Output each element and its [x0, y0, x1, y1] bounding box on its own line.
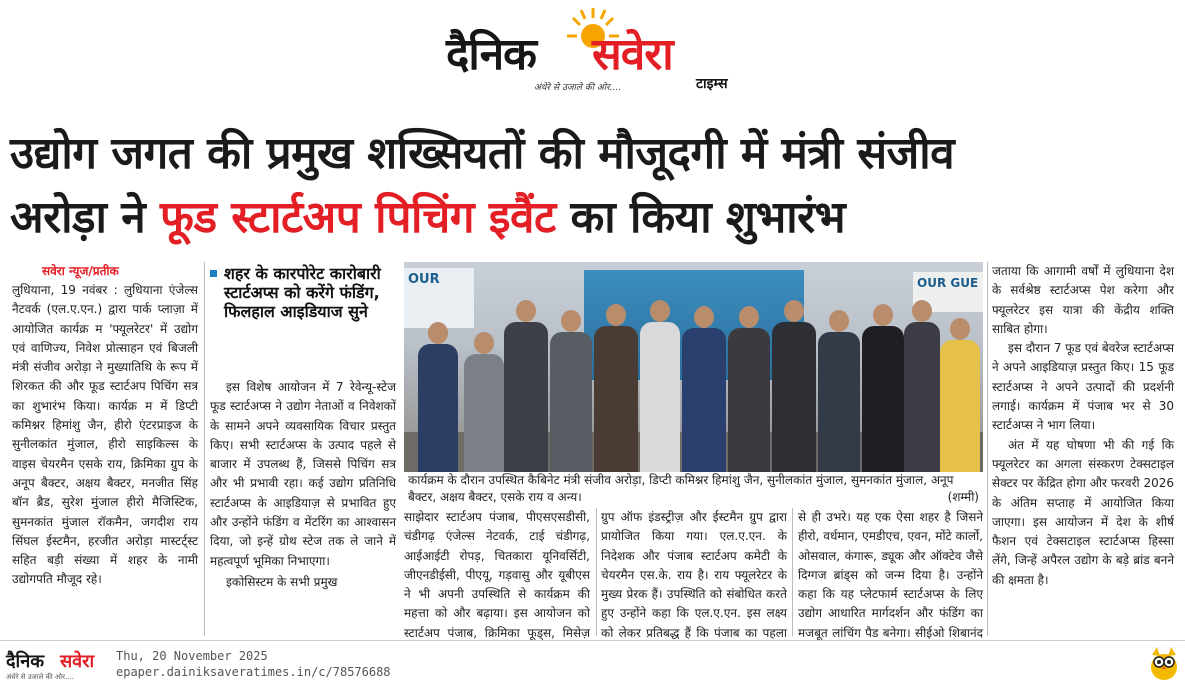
photo-banner-left: OUR: [404, 268, 474, 328]
column-6-text-a: जताया कि आगामी वर्षों में लुधियाना देश के सर्वश्रेष्ठ स्टार्टअप्स पेश करेगा और फ्यूलरेटर इस यात्रा की केंद्रीय शक्ति साबित होगा।: [992, 264, 1174, 336]
article-column-1: [12, 281, 198, 635]
column-divider: [596, 508, 597, 636]
masthead-word-dainik: दैनिक: [446, 29, 536, 80]
photo-person: [772, 322, 816, 472]
headline-line-2: [10, 188, 1175, 248]
photo-person: [862, 326, 904, 472]
headline-line-1: उद्योग जगत की प्रमुख शख्सियतों की मौजूदगी में मंत्री संजीव: [10, 128, 955, 179]
photo-credit: (शम्मी): [947, 490, 979, 504]
column-divider: [792, 508, 793, 636]
headline-part-2: का किया शुभारंभ: [555, 192, 846, 243]
epaper-footer: [0, 640, 1185, 686]
photo-person: [504, 322, 548, 472]
bullet-square-icon: [210, 270, 217, 277]
column-divider: [987, 262, 988, 636]
footer-logo-tagline: अंधेरे से उजाले की ओर....: [6, 673, 74, 681]
column-1-text: लुधियाना, 19 नवंबर : लुधियाना एंजेल्स नैटवर्क (एल.ए.एन.) द्वारा पार्क प्लाज़ा में आयोजित कार्यक्र म 'फ्यूलरेटर' में उद्योग एवं वाणिज्य, निवेश प्रोत्साहन एवं बिजली मंत्री संजीव अरोड़ा ने मुख्यातिथि के रूप में शिरकत की और फूड स्टार्टअप पिचिंग सत्र का शुभारंभ किया। कार्यक्र म में डिप्टी कमिश्नर हिमांशु जैन, हीरो एंटरप्राइज के सुनीलकांत मुंजाल, हीरो साइकिल्स के वाइस चेयरमैन एसके राय, क्रिमिका ग्रुप के अनूप बैक्टर, अक्षय बैक्टर, मनजीत सिंह बॉन ब्रैड, सुरेश मुंजाल हीरो मैजिस्टिक, सुमनकांत मुंजाल रॉकमैन, जगदीश राय सिंघल ईस्टमैन, हरजीत अरोड़ा मास्टर्ट्स्ट सहित बड़ी संख्या में शहर के नामी उद्योगपति मौजूद रहे।: [12, 283, 198, 587]
photo-person: [464, 354, 504, 472]
photo-person: [940, 340, 980, 472]
article-column-6: [992, 262, 1174, 636]
photo-caption: [404, 472, 983, 506]
column-divider: [204, 262, 205, 636]
column-2-text-b: इकोसिस्टम के सभी प्रमुख: [226, 574, 338, 589]
article-column-5: [798, 508, 983, 640]
photo-person: [550, 332, 592, 472]
byline: सवेरा न्यूज/प्रतीक: [42, 264, 119, 278]
column-5-text: से ही उभरे। यह एक ऐसा शहर है जिसने हीरो, वर्धमान, एमडीएच, एवन, मोंटे कार्लो, ओसवाल, कंगारू, ड्यूक और ऑक्टेव जैसे दिग्गज ब्रांड्स को जन्म दिया है। उन्होंने कहा कि यह प्लेटफार्म स्टार्टअप्स के लिए उद्योग आधारित मार्गदर्शन और फंडिंग का मजबूत लांचिंग पैड बनेगा। सीईओ शिबानंद: [798, 510, 983, 640]
event-photo: [404, 262, 983, 472]
owl-icon[interactable]: [1149, 645, 1179, 681]
caption-text: कार्यक्रम के दौरान उपस्थित कैबिनेट मंत्री संजीव अरोड़ा, डिप्टी कमिश्नर हिमांशु जैन, सुनीलकांत मुंजाल, सुमनकांत मुंजाल, अनूप बैक्टर, अक्षय बैक्टर, एसके राय व अन्य।: [408, 473, 954, 504]
photo-person: [418, 344, 458, 472]
article-column-3: [404, 508, 590, 640]
photo-person: [728, 328, 770, 472]
photo-person: [594, 326, 638, 472]
edition-date: Thu, 20 November 2025: [116, 649, 268, 663]
masthead-times: टाइम्स: [696, 76, 728, 92]
column-6-text-b: इस दौरान 7 फूड एवं बेवरेज स्टार्टअप्स ने अपने आइडियाज़ प्रस्तुत किए। 15 फूड स्टार्टअप्स ने अपने उत्पादों की प्रदर्शनी लगाई। कार्यक्रम में पंजाब भर से 30 स्टार्टअप्स ने भाग लिया।: [992, 341, 1174, 433]
article-column-2: [210, 378, 396, 636]
column-6-text-c: अंत में यह घोषणा भी की गई कि फ्यूलरेटर का अगला संस्करण टेक्सटाइल सेक्टर पर केंद्रित होगा और फरवरी 2026 के अंतिम सप्ताह में आयोजित किया जाएगा। इस आयोजन में देश के शीर्ष फैशन एवं टेक्सटाइल स्टार्टअप्स हिस्सा लेंगे, जिन्हें अपैरल उद्योग के बड़े ब्रांड बनने की क्षमता है।: [992, 437, 1174, 587]
headline-red-part: फूड स्टार्टअप पिचिंग इवैंट: [160, 192, 556, 243]
masthead-word-savera: सवेरा: [592, 29, 673, 80]
footer-logo[interactable]: [6, 647, 106, 683]
highlight-box: [210, 264, 396, 321]
headline-part-1: अरोड़ा ने: [10, 192, 161, 243]
column-3-text: साझेदार स्टार्टअप पंजाब, पीएसएसडीसी, चंडीगढ़ एंजेल्स नेटवर्क, टाई चंडीगढ़, आईआईटी रोपड़, चितकारा यूनिवर्सिटी, जीएनडीईसी, पीएयू, गड़वासु और यूबीएस ने भी अपनी उपस्थिति से कार्यक्रम की महत्ता को और बढ़ाया। इस आयोजन को स्टार्टअप पंजाब, क्रिमिका फूड्स, मिसेज़: [404, 510, 590, 640]
photo-person: [640, 322, 680, 472]
photo-person: [682, 328, 726, 472]
footer-logo-word-1: दैनिक: [6, 651, 45, 672]
footer-logo-word-2: सवेरा: [60, 651, 95, 672]
epaper-url-link[interactable]: epaper.dainiksaveratimes.in/c/78576688: [116, 665, 391, 679]
column-4-text: ग्रुप ऑफ इंडस्ट्रीज़ और ईस्टमैन ग्रुप द्वारा प्रायोजित किया गया। एल.ए.एन. के निदेशक और पंजाब स्टार्टअप कमेटी के चेयरमैन एस.के. राय है। राय फ्यूलरेटर के मुख्य प्रेरक हैं। उपस्थिति को संबोधित करते हुए उन्होंने कहा कि एल.ए.एन. इस लक्ष्य को लेकर प्रतिबद्ध हैं कि पंजाब का पहला: [601, 510, 787, 640]
highlight-text: शहर के कारपोरेट कारोबारी स्टार्टअप्स को करेंगे फंडिंग, फिलहाल आइडियाज सुने: [224, 264, 381, 321]
photo-banner-right: OUR GUE: [913, 272, 983, 312]
masthead-tagline: अंधेरे से उजाले की ओर....: [534, 83, 622, 93]
article-column-4: [601, 508, 787, 640]
photo-person: [904, 322, 940, 472]
masthead-logo: [440, 4, 750, 96]
column-2-text-a: इस विशेष आयोजन में 7 रेवेन्यू-स्टेज फूड स्टार्टअप्स ने उद्योग नेताओं व निवेशकों के सामने अपने व्यवसायिक विचार प्रस्तुत किए। सभी स्टार्टअप्स के उत्पाद पहले से बाजार में उपलब्ध हैं, जिससे पिचिंग सत्र और भी प्रभावी रहा। कई उद्योग प्रतिनिधि स्टार्टअप्स के आइडियाज़ से प्रभावित हुए और उन्होंने फंडिंग व मेंटरिंग का आश्वासन दिया, जो इन्हें ग्रोथ स्टेज तक ले जाने में महत्वपूर्ण भूमिका निभाएगा।: [210, 380, 396, 568]
photo-person: [818, 332, 860, 472]
